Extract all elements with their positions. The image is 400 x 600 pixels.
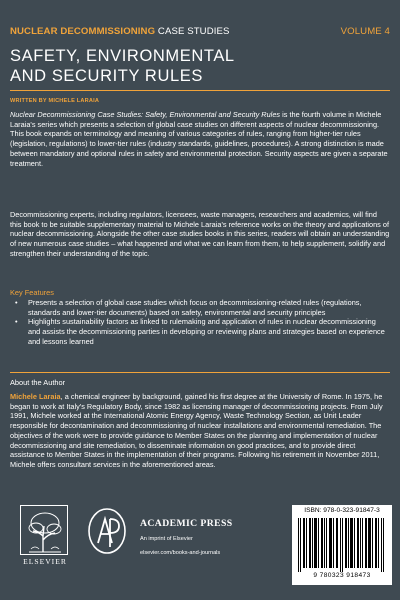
intro-book-title: Nuclear Decommissioning Case Studies: Safety, Environmental and Security Rules [10, 110, 281, 119]
publisher-name: ACADEMIC PRESS [140, 518, 233, 529]
book-title-line-2: AND SECURITY RULES [10, 67, 203, 85]
intro-text: is the fourth volume in Michele Laraia's series which presents a selection of global case studies on different aspects of nuclear decommissioning. This book expands on terminology and meaning of various categories of rules, ranging from higher-tier rules (legislation, regulations) to lower-tier rules (industry standards, guidelines, procedures). A strong distinction is made between mandatory and optional rules in safety and environmental protection. Security aspects are given a separate treatment. [10, 110, 388, 168]
list-item [10, 298, 390, 317]
volume-label: VOLUME 4 [340, 26, 390, 37]
elsevier-wordmark: ELSEVIER [23, 557, 67, 566]
book-title [10, 46, 390, 86]
author-credit: WRITTEN BY MICHELE LARAIA [10, 98, 100, 104]
imprint-line: An imprint of Elsevier [140, 536, 193, 542]
intro-paragraph [10, 110, 390, 168]
book-title-line-1: SAFETY, ENVIRONMENTAL [10, 47, 235, 65]
series-title-light: CASE STUDIES [157, 26, 230, 37]
series-title-strong: NUCLEAR DECOMMISSIONING [10, 26, 156, 37]
about-author-heading: About the Author [10, 378, 66, 387]
key-features-heading: Key Features [10, 288, 54, 297]
series-header [10, 26, 390, 37]
elsevier-logo [10, 505, 76, 575]
isbn-number: ISBN: 978-0-323-91847-3 [304, 507, 380, 514]
academic-press-logo-icon [86, 507, 128, 557]
divider [10, 372, 390, 373]
list-item [10, 317, 390, 346]
tree-icon [20, 505, 68, 555]
series-title [10, 26, 230, 37]
barcode-digits: 9 780323 918473 [313, 572, 371, 579]
author-bio [10, 392, 390, 470]
audience-paragraph: Decommissioning experts, including regulators, licensees, waste managers, researchers and academics, will find this book to be suitable supplementary material to Michele Laraia's reference works on the theory and applications of nuclear decommissioning. Alongside the other case studies books in this series, readers will obtain an understanding of new numerous case studies – what happened and what we can learn from them, to help supplement, solidify and strengthen their understanding of the topic. [10, 210, 390, 258]
author-name: Michele Laraia [10, 392, 61, 401]
key-features-list [10, 298, 390, 347]
barcode-icon [296, 518, 388, 572]
bullet-icon: • [15, 317, 18, 327]
feature-text: Highlights sustainability factors as linked to rulemaking and application of rules in nuclear decommissioning and assists the decommissioning parties in developing or reviewing plans and strategies based on experience and lessons learned [28, 317, 385, 346]
publisher-url: elsevier.com/books-and-journals [140, 550, 221, 556]
divider [10, 90, 390, 91]
author-bio-text: , a chemical engineer by background, gained his first degree at the University of Rome. In 1975, he began to work at Italy's Regulatory Body, since 1982 as licensing manager of decommissioning projects. From July 1991, Michele worked at the International Atomic Energy Agency, Waste Technology Section, as Unit Leader responsible for decontamination and decommissioning of nuclear installations and environmental remediation. The objectives of the work were to provide guidance to Member States on the planning and implementation of nuclear decommissioning and site remediation, to disseminate information on good practices, and to provide direct assistance to Member States in the implementation of their programs. Following his retirement in November 2011, Michele offers consultant services in the aforementioned areas. [10, 392, 383, 469]
isbn-barcode [292, 505, 392, 585]
feature-text: Presents a selection of global case studies which focus on decommissioning-related rules (regulations, standards and lower-tier documents) based on safety, environmental and security principles [28, 298, 362, 317]
bullet-icon: • [15, 298, 18, 307]
